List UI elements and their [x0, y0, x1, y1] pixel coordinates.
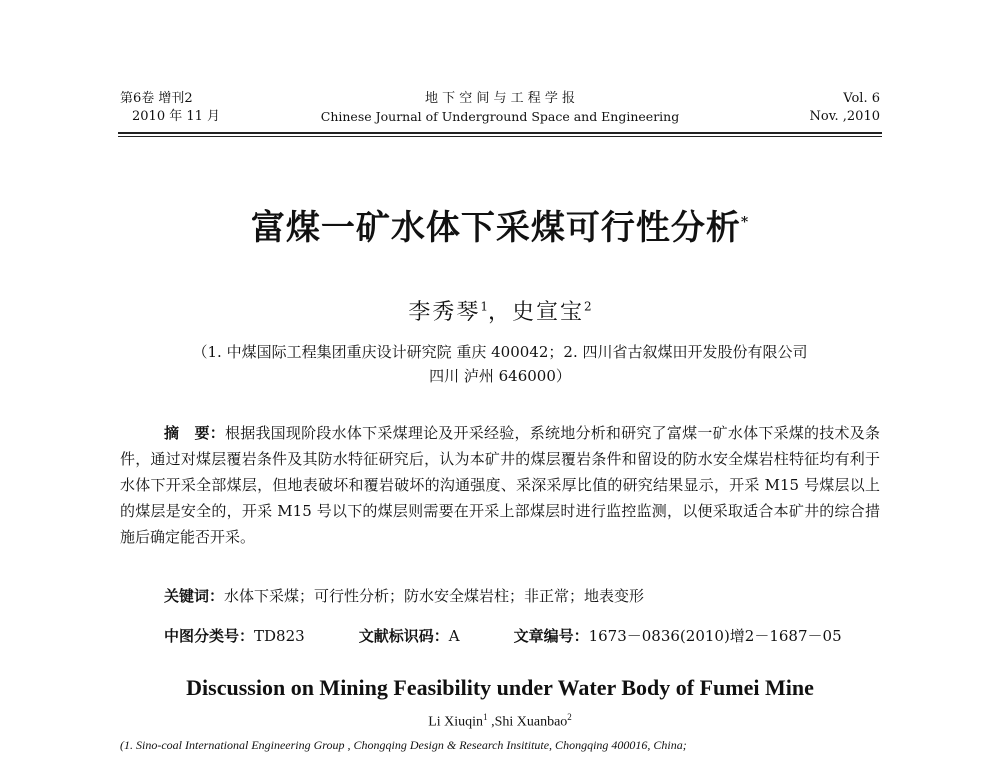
volume-issue-cn: 第6卷 增刊2	[120, 91, 193, 106]
date-cn: 2010 年 11 月	[132, 109, 221, 124]
running-header	[120, 90, 880, 130]
english-author-1-affil: 1	[483, 712, 488, 722]
author-1: 李秀琴	[408, 300, 481, 325]
clc-label: 中图分类号：	[164, 627, 255, 645]
abstract-label: 摘 要：	[164, 424, 225, 442]
clc-value: TD823	[254, 627, 305, 645]
classification-line	[164, 625, 880, 646]
paper-title	[0, 200, 1000, 249]
date-en: Nov. ,2010	[809, 109, 880, 124]
english-author-separator: ,	[487, 714, 495, 730]
header-right	[720, 90, 880, 126]
article-number-field	[514, 625, 842, 646]
author-1-affil: 1	[480, 299, 488, 314]
abstract-text: 根据我国现阶段水体下采煤理论及开采经验，系统地分析和研究了富煤一矿水体下采煤的技术及条件，通过对煤层覆岩条件及其防水特征研究后，认为本矿井的煤层覆岩条件和留设的防水安全煤岩柱特征均有利于水体下开采全部煤层，但地表破坏和覆岩破坏的沟通强度、采深采厚比值的研究结果显示，开采 M15 号煤层以上的煤层是安全的，开采 M15 号以下的煤层则需要在开采上部煤层时进行监控监测，以便采取适合本矿井的综合措施后确定能否开采。	[120, 424, 880, 546]
article-number-label: 文章编号：	[513, 627, 589, 645]
english-author-2: Shi Xuanbao	[494, 714, 568, 730]
paper-title-text: 富煤一矿水体下采煤可行性分析	[250, 208, 741, 248]
keywords	[164, 585, 880, 606]
clc-field	[164, 625, 354, 646]
english-author-list	[0, 712, 1000, 731]
volume-en: Vol. 6	[843, 91, 880, 106]
journal-name-en: Chinese Journal of Underground Space and Engineering	[320, 109, 680, 124]
journal-name-cn: 地 下 空 间 与 工 程 学 报	[424, 91, 576, 106]
author-separator: ，	[487, 300, 512, 325]
keywords-label: 关键词：	[164, 587, 225, 605]
english-affiliation: (1. Sino-coal International Engineering Group , Chongqing Design & Research Insititute, Chongqing 400016, China;	[120, 738, 687, 752]
doc-code-label: 文献标识码：	[358, 627, 449, 645]
doc-code-value: A	[448, 627, 460, 645]
affiliations	[120, 340, 880, 388]
affiliation-line-2: 四川 泸州 646000）	[429, 367, 571, 385]
author-list	[0, 295, 1000, 326]
author-2-affil: 2	[584, 299, 592, 314]
title-footnote-mark: *	[740, 214, 750, 231]
doc-code-field	[359, 625, 509, 646]
affiliation-line-1: （1. 中煤国际工程集团重庆设计研究院 重庆 400042；2. 四川省古叙煤田开发股份有限公司	[192, 343, 808, 361]
header-rule-thin	[118, 136, 882, 137]
header-rule-thick	[118, 132, 882, 134]
english-author-2-affil: 2	[567, 712, 572, 722]
english-author-1: Li Xiuqin	[428, 714, 484, 730]
keywords-text: 水体下采煤；可行性分析；防水安全煤岩柱；非正常；地表变形	[224, 587, 645, 605]
abstract	[120, 420, 880, 550]
article-number-value: 1673－0836(2010)增2－1687－05	[588, 627, 842, 645]
english-title: Discussion on Mining Feasibility under Water Body of Fumei Mine	[186, 675, 814, 700]
author-2: 史宣宝	[512, 300, 585, 325]
